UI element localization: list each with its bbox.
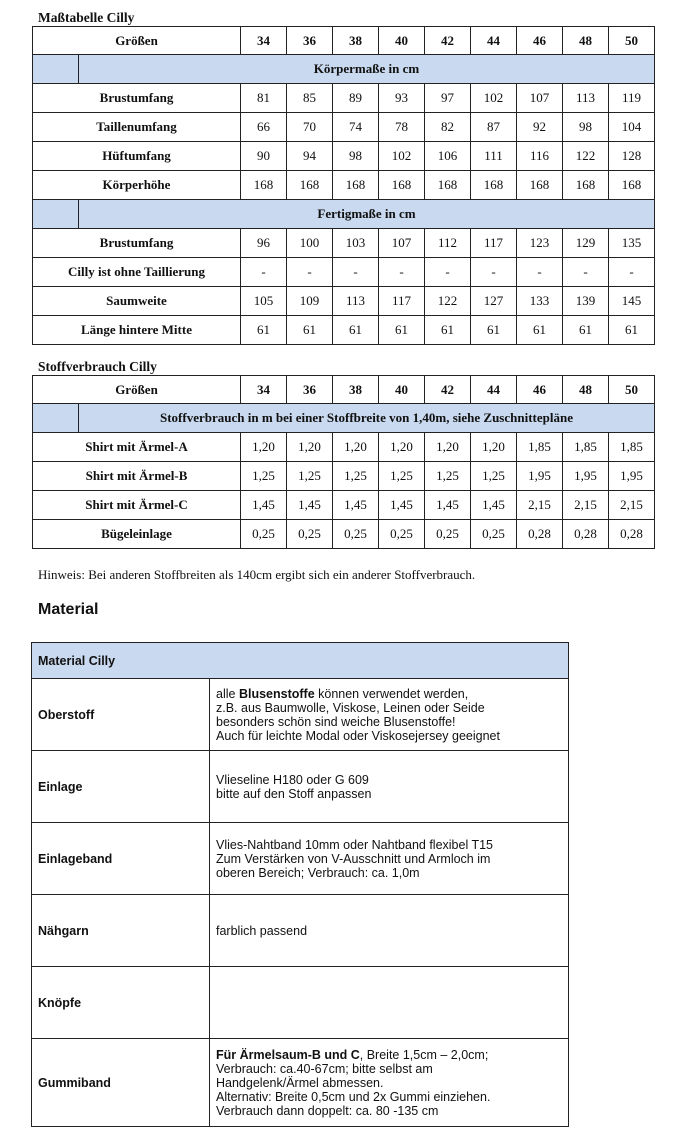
material-text-line: besonders schön sind weiche Blusenstoffe!	[216, 714, 456, 729]
size-column-header: 46	[517, 376, 563, 404]
table-cell: 85	[287, 84, 333, 113]
material-text-line: farblich passend	[216, 923, 308, 938]
row-label: Shirt mit Ärmel-A	[33, 433, 241, 462]
section-band-row	[33, 55, 655, 84]
table-cell: 1,85	[563, 433, 609, 462]
material-text-line	[216, 687, 562, 701]
table-cell: 102	[471, 84, 517, 113]
sizes-header-row	[33, 376, 655, 404]
material-row-value	[210, 895, 569, 967]
table-cell: 61	[471, 316, 517, 345]
table-cell: 129	[563, 229, 609, 258]
table-cell: 81	[241, 84, 287, 113]
table-cell: -	[333, 258, 379, 287]
table-cell: 168	[471, 171, 517, 200]
table-cell: 61	[241, 316, 287, 345]
table-cell: 0,25	[333, 520, 379, 549]
row-label: Länge hintere Mitte	[33, 316, 241, 345]
fabric-note: Hinweis: Bei anderen Stoffbreiten als 140cm ergibt sich ein anderer Stoffverbrauch.	[38, 567, 476, 582]
material-row	[32, 895, 569, 967]
table-cell: 1,20	[379, 433, 425, 462]
table-cell: -	[379, 258, 425, 287]
table-cell: -	[563, 258, 609, 287]
table-cell: 1,20	[287, 433, 333, 462]
table-cell: 1,95	[517, 462, 563, 491]
table-row	[33, 258, 655, 287]
table-cell: 61	[333, 316, 379, 345]
table-cell: 98	[563, 113, 609, 142]
size-column-header: 46	[517, 27, 563, 55]
table-cell: 1,95	[563, 462, 609, 491]
sizes-header-label: Größen	[33, 376, 241, 404]
table-cell: 116	[517, 142, 563, 171]
line-text-before: alle	[216, 686, 239, 701]
table-cell: 97	[425, 84, 471, 113]
table-cell: 74	[333, 113, 379, 142]
table-cell: 168	[379, 171, 425, 200]
table-row	[33, 491, 655, 520]
table-cell: 0,28	[563, 520, 609, 549]
section-band-title: Fertigmaße in cm	[79, 200, 655, 229]
table-row	[33, 287, 655, 316]
table-cell: 1,45	[471, 491, 517, 520]
table-cell: 139	[563, 287, 609, 316]
table-cell: 168	[517, 171, 563, 200]
size-column-header: 50	[609, 27, 655, 55]
material-heading: Material	[38, 601, 99, 618]
size-column-header: 48	[563, 27, 609, 55]
material-row-value	[210, 751, 569, 823]
table-cell: 111	[471, 142, 517, 171]
sizes-header-row	[33, 27, 655, 55]
material-text-line: Verbrauch dann doppelt: ca. 80 -135 cm	[216, 1103, 439, 1118]
size-column-header: 36	[287, 27, 333, 55]
table-cell: 112	[425, 229, 471, 258]
table-cell: 0,25	[241, 520, 287, 549]
table-cell: 98	[333, 142, 379, 171]
table-cell: 78	[379, 113, 425, 142]
table-cell: 1,20	[471, 433, 517, 462]
material-row-label: Oberstoff	[32, 679, 210, 751]
fabric-table-title: Stoffverbrauch Cilly	[38, 359, 157, 374]
table-cell: 1,25	[425, 462, 471, 491]
table-cell: 1,45	[379, 491, 425, 520]
size-column-header: 44	[471, 27, 517, 55]
table-cell: 92	[517, 113, 563, 142]
table-cell: 1,25	[471, 462, 517, 491]
table-cell: 1,95	[609, 462, 655, 491]
size-column-header: 40	[379, 27, 425, 55]
table-cell: 0,25	[379, 520, 425, 549]
table-cell: 61	[379, 316, 425, 345]
section-band-spacer	[33, 55, 79, 84]
table-cell: 1,25	[333, 462, 379, 491]
line-text-bold: Für Ärmelsaum-B und C	[216, 1047, 360, 1062]
table-cell: 119	[609, 84, 655, 113]
material-text-line: Zum Verstärken von V-Ausschnitt und Armloch im	[216, 851, 491, 866]
row-label: Bügeleinlage	[33, 520, 241, 549]
table-cell: -	[425, 258, 471, 287]
table-row	[33, 433, 655, 462]
fabric-consumption-table	[32, 375, 655, 549]
table-cell: 117	[471, 229, 517, 258]
body-measurements-table	[32, 26, 655, 345]
material-row	[32, 679, 569, 751]
table-row	[33, 113, 655, 142]
table-cell: 96	[241, 229, 287, 258]
table-cell: 2,15	[517, 491, 563, 520]
size-column-header: 38	[333, 27, 379, 55]
table-cell: -	[287, 258, 333, 287]
table-cell: 168	[333, 171, 379, 200]
table-cell: 82	[425, 113, 471, 142]
row-label: Taillenumfang	[33, 113, 241, 142]
sizes-header-label: Größen	[33, 27, 241, 55]
table-cell: 113	[563, 84, 609, 113]
size-column-header: 48	[563, 376, 609, 404]
material-row-value	[210, 823, 569, 895]
table-cell: 168	[241, 171, 287, 200]
table-row	[33, 142, 655, 171]
table-cell: 168	[425, 171, 471, 200]
table-cell: 61	[563, 316, 609, 345]
size-column-header: 50	[609, 376, 655, 404]
size-column-header: 36	[287, 376, 333, 404]
table-cell: 127	[471, 287, 517, 316]
size-column-header: 34	[241, 27, 287, 55]
material-text-line: Alternativ: Breite 0,5cm und 2x Gummi einziehen.	[216, 1089, 491, 1104]
line-text-after: , Breite 1,5cm – 2,0cm;	[359, 1047, 489, 1062]
table-cell: 117	[379, 287, 425, 316]
material-text-line: z.B. aus Baumwolle, Viskose, Leinen oder Seide	[216, 700, 485, 715]
material-text-line: Vlies-Nahtband 10mm oder Nahtband flexibel T15	[216, 837, 494, 852]
table-cell: 1,25	[241, 462, 287, 491]
row-label: Körperhöhe	[33, 171, 241, 200]
table-cell: 107	[379, 229, 425, 258]
material-text-line: Handgelenk/Ärmel abmessen.	[216, 1075, 384, 1090]
body-table-title: Maßtabelle Cilly	[38, 10, 135, 25]
material-text-line: Auch für leichte Modal oder Viskosejersey geeignet	[216, 728, 500, 743]
material-row	[32, 1039, 569, 1127]
table-cell: -	[609, 258, 655, 287]
material-row-label: Nähgarn	[32, 895, 210, 967]
table-cell: 109	[287, 287, 333, 316]
material-text-line: oberen Bereich; Verbrauch: ca. 1,0m	[216, 865, 420, 880]
row-label: Cilly ist ohne Taillierung	[33, 258, 241, 287]
row-label: Shirt mit Ärmel-C	[33, 491, 241, 520]
table-cell: -	[241, 258, 287, 287]
material-row	[32, 751, 569, 823]
table-row	[33, 171, 655, 200]
table-cell: 1,45	[333, 491, 379, 520]
table-cell: 1,25	[379, 462, 425, 491]
table-row	[33, 520, 655, 549]
table-cell: 1,20	[333, 433, 379, 462]
size-column-header: 42	[425, 27, 471, 55]
material-row-label: Knöpfe	[32, 967, 210, 1039]
material-row	[32, 967, 569, 1039]
table-cell: 87	[471, 113, 517, 142]
material-row	[32, 823, 569, 895]
size-column-header: 40	[379, 376, 425, 404]
section-band-title: Körpermaße in cm	[79, 55, 655, 84]
row-label: Hüftumfang	[33, 142, 241, 171]
material-row-value	[210, 967, 569, 1039]
table-cell: 0,28	[517, 520, 563, 549]
material-text-line: Verbrauch: ca.40-67cm; bitte selbst am	[216, 1061, 433, 1076]
table-cell: -	[517, 258, 563, 287]
table-cell: 94	[287, 142, 333, 171]
material-text-line	[216, 1048, 562, 1062]
table-cell: 168	[609, 171, 655, 200]
table-cell: 133	[517, 287, 563, 316]
table-cell: 113	[333, 287, 379, 316]
table-cell: 106	[425, 142, 471, 171]
row-label: Brustumfang	[33, 229, 241, 258]
table-cell: 105	[241, 287, 287, 316]
size-column-header: 44	[471, 376, 517, 404]
table-cell: 1,25	[287, 462, 333, 491]
table-cell: 0,25	[425, 520, 471, 549]
table-cell: 103	[333, 229, 379, 258]
table-cell: 0,28	[609, 520, 655, 549]
table-row	[33, 462, 655, 491]
section-band-title: Stoffverbrauch in m bei einer Stoffbreite von 1,40m, siehe Zuschnittepläne	[79, 404, 655, 433]
table-cell: 135	[609, 229, 655, 258]
table-cell: 90	[241, 142, 287, 171]
table-row	[33, 316, 655, 345]
table-cell: 61	[609, 316, 655, 345]
size-column-header: 34	[241, 376, 287, 404]
table-cell: 145	[609, 287, 655, 316]
line-text-after: können verwendet werden,	[314, 686, 469, 701]
line-text-bold: Blusenstoffe	[238, 686, 315, 701]
table-row	[33, 229, 655, 258]
table-cell: 61	[425, 316, 471, 345]
table-cell: 61	[287, 316, 333, 345]
table-cell: 104	[609, 113, 655, 142]
material-table	[31, 642, 569, 1127]
table-cell: 1,45	[241, 491, 287, 520]
size-column-header: 38	[333, 376, 379, 404]
table-cell: 66	[241, 113, 287, 142]
table-cell: 1,85	[609, 433, 655, 462]
material-text-line: bitte auf den Stoff anpassen	[216, 786, 372, 801]
table-cell: 168	[287, 171, 333, 200]
table-cell: 122	[563, 142, 609, 171]
table-cell: 89	[333, 84, 379, 113]
material-row-label: Einlageband	[32, 823, 210, 895]
table-cell: 1,45	[287, 491, 333, 520]
table-cell: 70	[287, 113, 333, 142]
table-cell: 1,20	[425, 433, 471, 462]
section-band-spacer	[33, 404, 79, 433]
material-row-value	[210, 1039, 569, 1127]
table-cell: 93	[379, 84, 425, 113]
section-band-row	[33, 200, 655, 229]
material-row-label: Einlage	[32, 751, 210, 823]
table-cell: 2,15	[609, 491, 655, 520]
table-cell: 1,20	[241, 433, 287, 462]
size-column-header: 42	[425, 376, 471, 404]
table-cell: 1,85	[517, 433, 563, 462]
row-label: Saumweite	[33, 287, 241, 316]
table-cell: 122	[425, 287, 471, 316]
table-cell: 1,45	[425, 491, 471, 520]
table-cell: 168	[563, 171, 609, 200]
row-label: Brustumfang	[33, 84, 241, 113]
table-cell: 128	[609, 142, 655, 171]
material-row-label: Gummiband	[32, 1039, 210, 1127]
table-cell: -	[471, 258, 517, 287]
table-cell: 0,25	[471, 520, 517, 549]
table-cell: 61	[517, 316, 563, 345]
section-band-spacer	[33, 200, 79, 229]
table-row	[33, 84, 655, 113]
material-text-line: Vlieseline H180 oder G 609	[216, 772, 369, 787]
row-label: Shirt mit Ärmel-B	[33, 462, 241, 491]
material-row-value	[210, 679, 569, 751]
material-table-title: Material Cilly	[32, 643, 569, 679]
table-cell: 107	[517, 84, 563, 113]
table-cell: 0,25	[287, 520, 333, 549]
table-cell: 2,15	[563, 491, 609, 520]
table-cell: 123	[517, 229, 563, 258]
table-cell: 102	[379, 142, 425, 171]
section-band-row	[33, 404, 655, 433]
table-cell: 100	[287, 229, 333, 258]
